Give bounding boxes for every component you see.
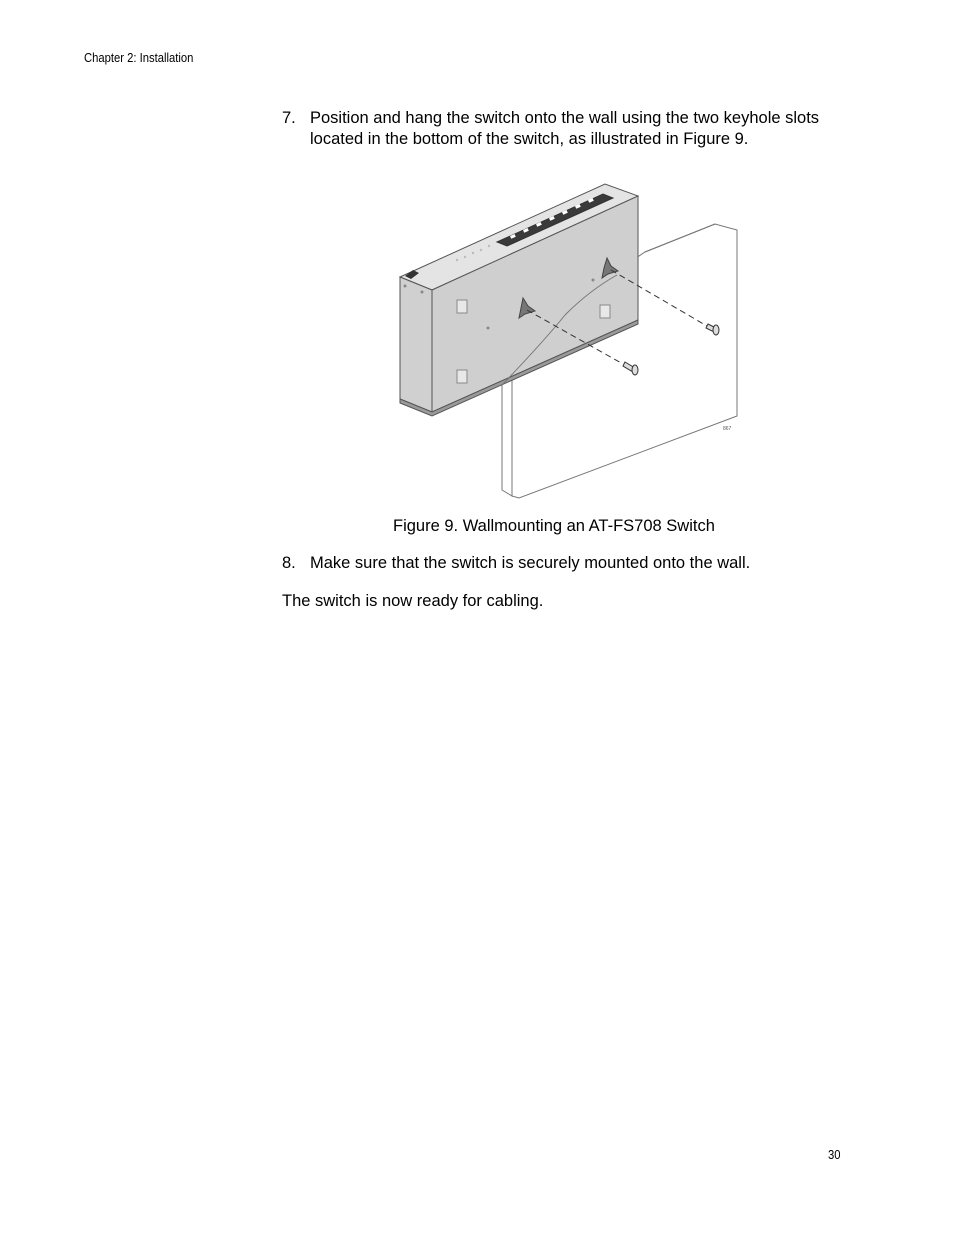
step-number: 8. bbox=[282, 554, 296, 572]
step-8 bbox=[282, 553, 852, 574]
figure-caption: Figure 9. Wallmounting an AT-FS708 Switch bbox=[393, 517, 715, 535]
page-number: 30 bbox=[828, 1148, 841, 1162]
step-number: 7. bbox=[282, 109, 296, 127]
step-text: Make sure that the switch is securely mounted onto the wall. bbox=[310, 554, 751, 572]
step-7 bbox=[282, 108, 852, 150]
running-head: Chapter 2: Installation bbox=[84, 51, 194, 65]
closing-paragraph: The switch is now ready for cabling. bbox=[282, 592, 544, 610]
step-text: Position and hang the switch onto the wall using the two keyhole slots located in the bottom of the switch, as illustrated in Figure 9. bbox=[310, 109, 820, 148]
artwork-id: 867 bbox=[723, 426, 732, 432]
wallmount-illustration bbox=[395, 180, 745, 500]
